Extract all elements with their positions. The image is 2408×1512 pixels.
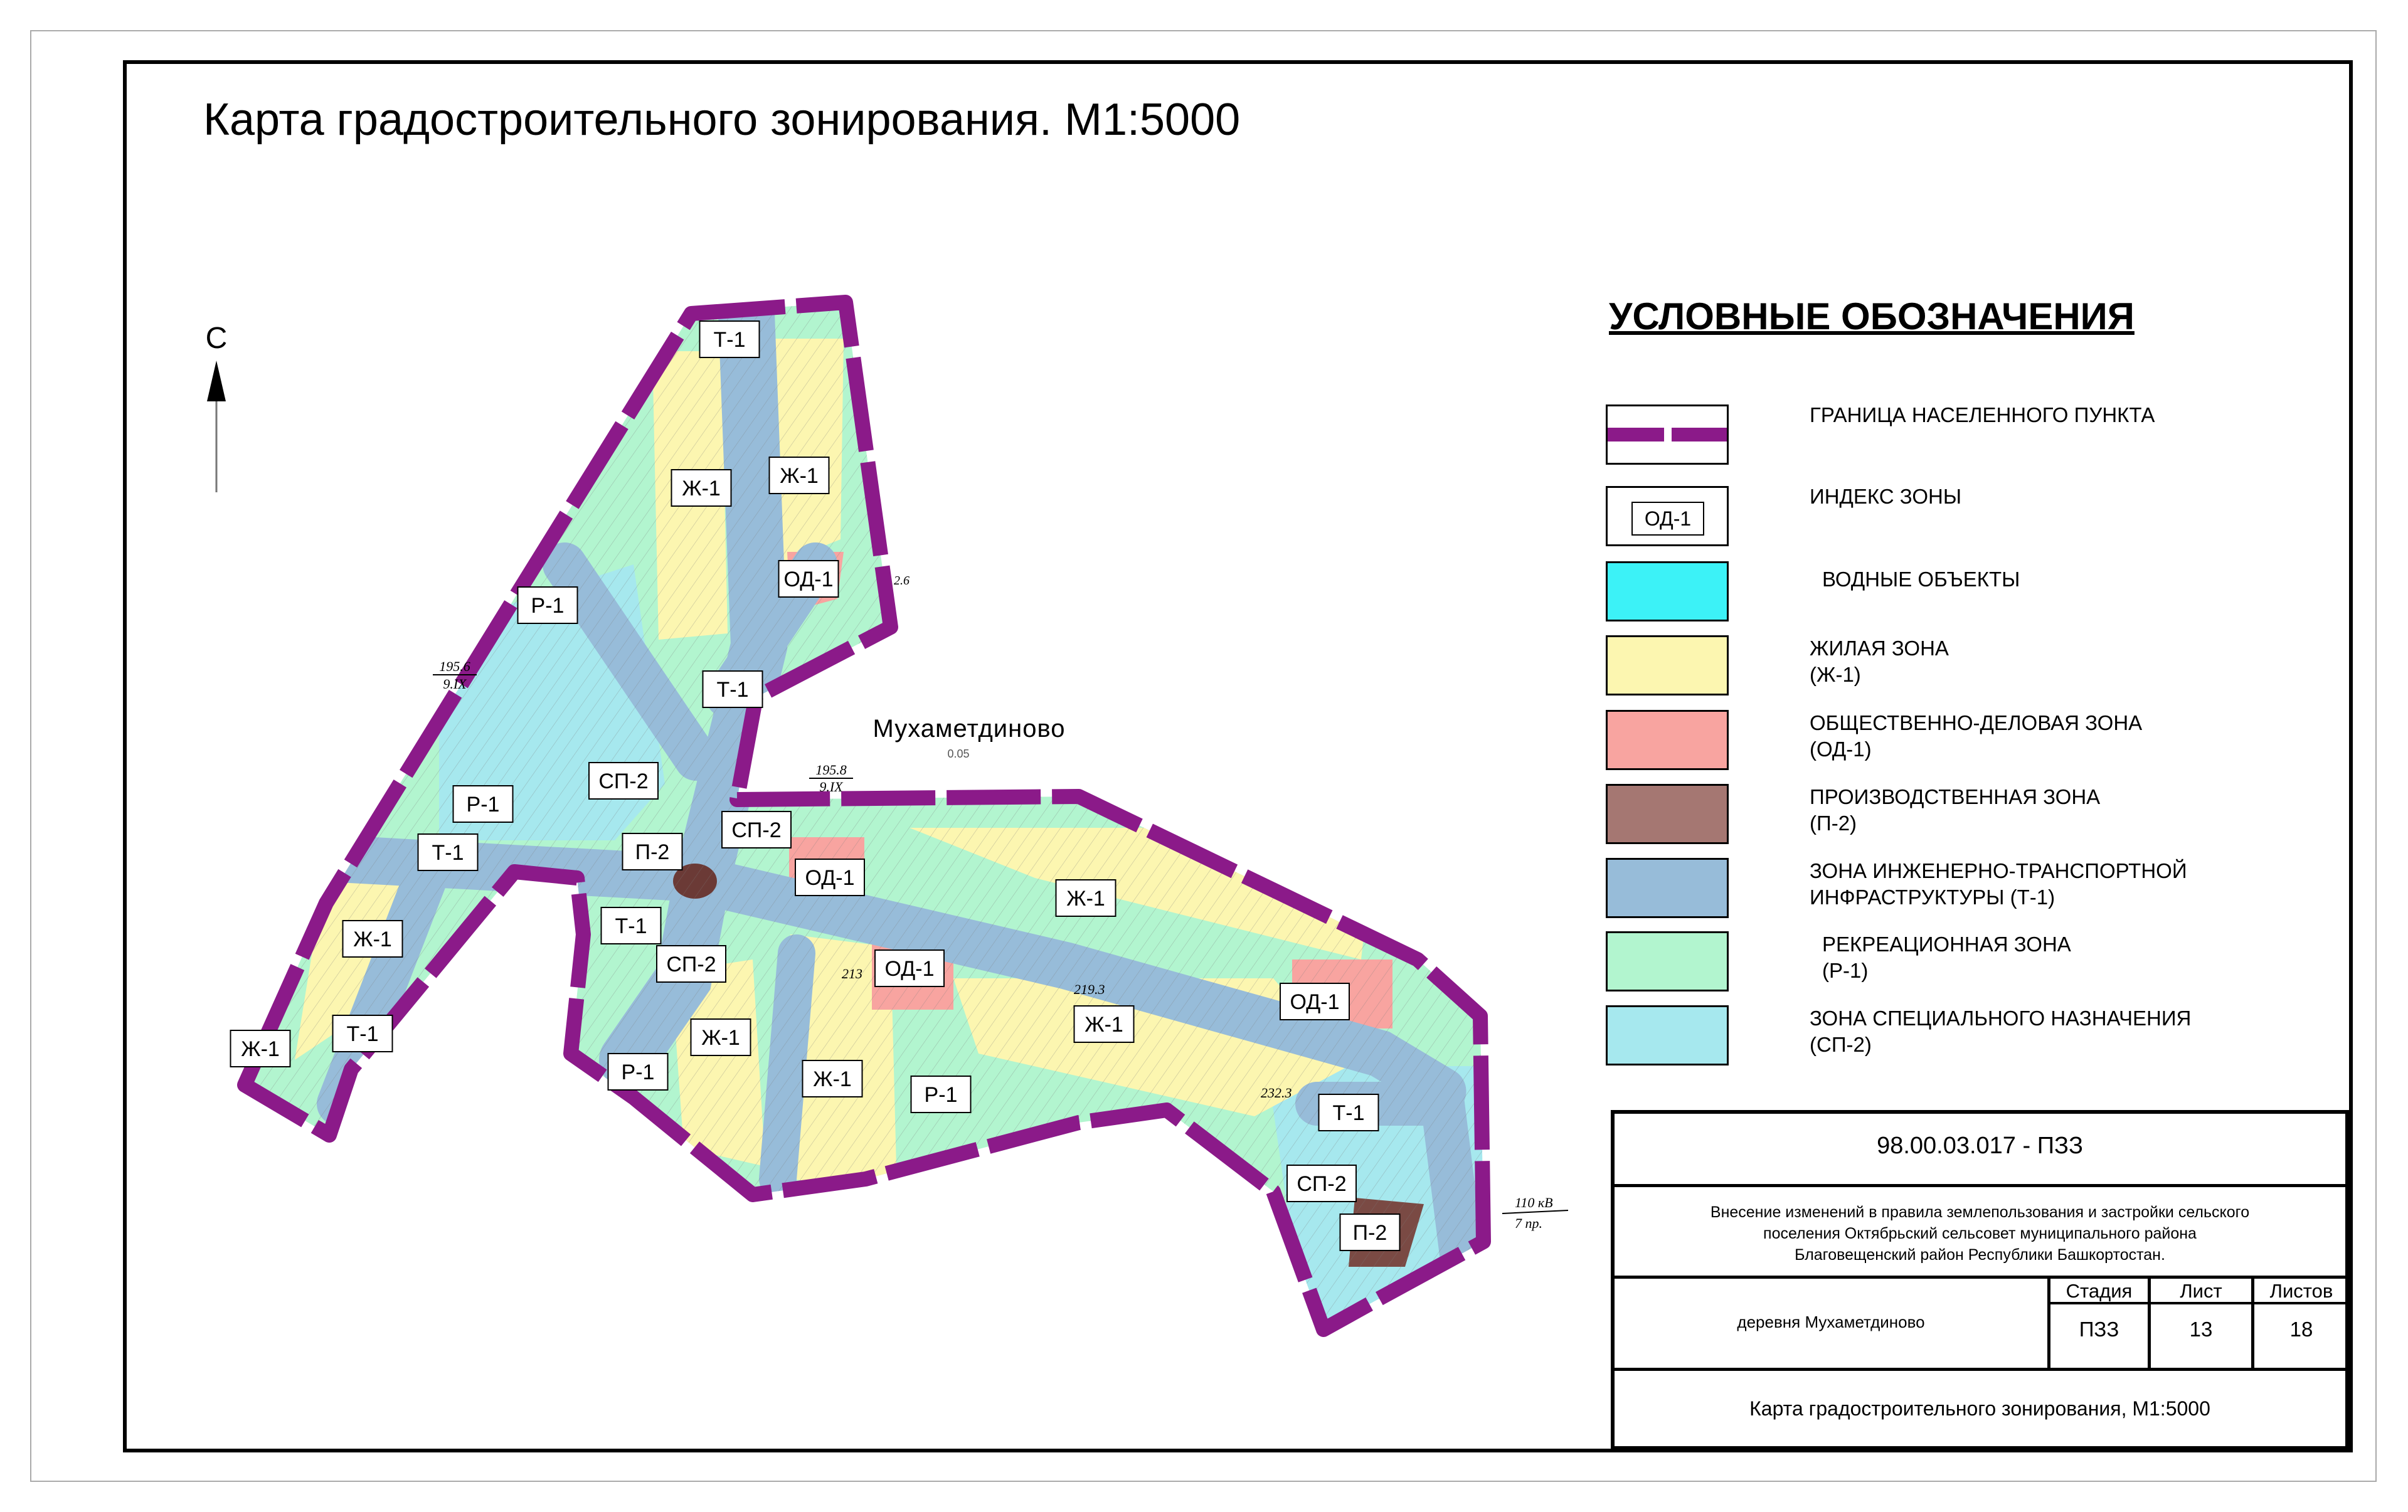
settlement-name: Мухаметдиново <box>873 715 1066 743</box>
zone-index-label <box>1056 880 1116 916</box>
sheet-header: Лист <box>2180 1280 2222 1302</box>
legend-label <box>1810 784 2100 837</box>
zone-index-text: Ж-1 <box>701 1026 740 1050</box>
zone-index-text: ОД-1 <box>884 957 935 981</box>
zone-index-label <box>231 1030 290 1067</box>
zone-index-label <box>875 950 944 986</box>
sheets-value: 18 <box>2289 1318 2313 1341</box>
elevation-value-3: 213 <box>842 966 862 981</box>
zone-index-label <box>722 812 791 848</box>
zone-index-label <box>418 834 478 870</box>
north-label: С <box>205 322 228 355</box>
zone-index-label <box>1287 1165 1356 1202</box>
zone-index-label <box>333 1015 393 1052</box>
legend-item <box>1606 710 2296 779</box>
zone-index-label <box>795 859 864 896</box>
zone-index-label <box>1280 983 1349 1020</box>
legend-label <box>1810 635 1949 688</box>
zone-index-label <box>657 946 726 982</box>
legend-item <box>1606 404 2296 473</box>
legend-label-text: ИНДЕКС ЗОНЫ <box>1810 485 1962 508</box>
elevation-mark-left: 195.6 <box>439 658 470 674</box>
zone-index-label <box>703 671 763 707</box>
zone-index-label <box>700 321 760 357</box>
description-line-3: Благовещенский район Республики Башкортостан. <box>1795 1246 2165 1264</box>
legend-label <box>1810 858 2187 911</box>
zone-index-label <box>589 763 658 799</box>
zone-index-text: П-2 <box>1352 1221 1387 1245</box>
zone-index-text: ОД-1 <box>783 568 834 591</box>
zone-index-label <box>1340 1214 1400 1250</box>
legend-label <box>1810 710 2142 763</box>
legend-label-text: ЗОНА ИНЖЕНЕРНО-ТРАНСПОРТНОЙ <box>1810 859 2187 882</box>
legend-label <box>1822 566 2020 593</box>
place-name: деревня Мухаметдиново <box>1737 1313 1925 1331</box>
legend-title: УСЛОВНЫЕ ОБОЗНАЧЕНИЯ <box>1609 295 2135 337</box>
zone-index-label <box>518 587 578 623</box>
power-line-wires: 7 пр. <box>1515 1215 1542 1231</box>
legend-zone-code: (Ж-1) <box>1810 663 1861 686</box>
legend-swatch <box>1606 784 1729 844</box>
zone-index-text: СП-2 <box>598 769 649 793</box>
zone-index-text: Ж-1 <box>1066 887 1105 911</box>
zone-index-text: Р-1 <box>466 793 500 817</box>
zone-index-label <box>602 907 661 944</box>
legend-label-text: ЗОНА СПЕЦИАЛЬНОГО НАЗНАЧЕНИЯ <box>1810 1007 2192 1030</box>
drawing-title: Карта градостроительного зонирования, М1:5000 <box>1749 1397 2210 1420</box>
zone-index-text: Р-1 <box>621 1060 655 1084</box>
elevation-date-left: 9.IX <box>443 676 467 692</box>
zone-index-text: Т-1 <box>346 1022 379 1046</box>
zone-index-label <box>672 470 731 506</box>
zone-index-text: Т-1 <box>432 841 464 865</box>
zone-index-text: Т-1 <box>713 328 746 352</box>
document-code: 98.00.03.017 - ПЗЗ <box>1877 1133 2083 1159</box>
zone-index-text: СП-2 <box>1297 1172 1347 1196</box>
zone-index-text: Ж-1 <box>780 464 819 488</box>
zone-index-text: П-2 <box>635 840 670 864</box>
stage-header: Стадия <box>2066 1280 2133 1302</box>
title-block <box>1611 1110 2349 1450</box>
stage-value: ПЗЗ <box>2079 1318 2119 1341</box>
legend-swatch <box>1606 1005 1729 1065</box>
index-sample: ОД-1 <box>1631 502 1704 536</box>
legend-swatch <box>1606 931 1729 991</box>
zone-index-text: Ж-1 <box>353 928 392 951</box>
legend-label-text: ЖИЛАЯ ЗОНА <box>1810 637 1949 660</box>
legend-swatch <box>1606 404 1729 465</box>
legend-label <box>1810 484 1961 510</box>
project-description <box>1615 1202 2345 1266</box>
zone-index-text: Ж-1 <box>1085 1013 1123 1037</box>
power-line-voltage: 110 кВ <box>1515 1195 1553 1210</box>
boundary-line-icon <box>1608 406 1727 463</box>
zone-index-text: Т-1 <box>1332 1101 1365 1125</box>
zone-index-text: Р-1 <box>924 1083 958 1107</box>
legend-label-text-2: ИНФРАСТРУКТУРЫ (Т-1) <box>1810 886 2055 909</box>
settlement-sub: 0.05 <box>947 748 970 760</box>
description-line-2: поселения Октябрьский сельсовет муниципального района <box>1763 1225 2197 1242</box>
zone-index-label <box>691 1019 751 1055</box>
zone-index-text: ОД-1 <box>1290 990 1340 1014</box>
sheet-value: 13 <box>2189 1318 2213 1341</box>
legend-zone-code: (Р-1) <box>1822 959 1869 982</box>
legend-label-text: РЕКРЕАЦИОННАЯ ЗОНА <box>1822 933 2071 956</box>
legend-label-text: ГРАНИЦА НАСЕЛЕННОГО ПУНКТА <box>1810 403 2155 426</box>
zone-index-label <box>343 921 403 957</box>
legend-label <box>1810 1005 2191 1058</box>
legend-item <box>1606 858 2296 927</box>
legend-label-text: ПРОИЗВОДСТВЕННАЯ ЗОНА <box>1810 785 2101 808</box>
legend-item <box>1606 931 2296 1000</box>
north-arrow <box>206 322 228 492</box>
north-arrow-head <box>207 361 226 401</box>
zone-index-label <box>1074 1006 1134 1042</box>
zone-index-label <box>453 786 513 822</box>
zone-index-text: Ж-1 <box>813 1067 852 1091</box>
zone-index-text: СП-2 <box>731 818 782 842</box>
legend-zone-code: (П-2) <box>1810 812 1857 835</box>
elevation-value-1: 219.3 <box>1074 981 1105 997</box>
zone-index-text: Ж-1 <box>241 1037 280 1061</box>
legend-zone-code: (СП-2) <box>1810 1033 1872 1056</box>
zone-index-label <box>911 1076 971 1113</box>
elevation-mark-center: 195.8 <box>815 762 847 778</box>
legend-label-text: ВОДНЫЕ ОБЪЕКТЫ <box>1822 568 2020 591</box>
zone-index-label <box>623 833 682 870</box>
legend-swatch <box>1606 635 1729 695</box>
zone-index-text: ОД-1 <box>805 866 855 890</box>
zone-index-text: СП-2 <box>666 953 716 976</box>
zone-index-label <box>770 457 829 494</box>
legend-swatch <box>1606 710 1729 770</box>
legend-label <box>1810 402 2155 428</box>
legend-item <box>1606 784 2296 853</box>
zone-index-text: Ж-1 <box>682 477 721 500</box>
legend-item <box>1606 561 2296 630</box>
legend-label <box>1822 931 2071 984</box>
legend-swatch <box>1606 561 1729 621</box>
legend-swatch <box>1606 858 1729 918</box>
zone-index-text: Т-1 <box>716 678 749 702</box>
elevation-value-2: 232.3 <box>1261 1085 1292 1101</box>
zone-index-label <box>608 1054 668 1090</box>
zone-index-text: Р-1 <box>531 594 565 618</box>
legend-zone-code: (ОД-1) <box>1810 737 1872 761</box>
zone-index-label <box>803 1060 862 1097</box>
legend-swatch <box>1606 486 1729 546</box>
legend-item <box>1606 635 2296 704</box>
description-line-1: Внесение изменений в правила землепользования и застройки сельского <box>1710 1203 2250 1221</box>
zone-index-text: Т-1 <box>615 914 647 938</box>
legend-item <box>1606 486 2296 555</box>
page-title: Карта градостроительного зонирования. М1:5000 <box>203 95 1241 145</box>
sheets-header: Листов <box>2269 1280 2333 1302</box>
zone-index-label <box>1319 1094 1379 1131</box>
legend-item <box>1606 1005 2296 1074</box>
elevation-date-center: 9.IX <box>819 779 843 795</box>
elevation-value-4: 2.6 <box>894 574 910 588</box>
zone-index-label <box>779 561 839 597</box>
legend-label-text: ОБЩЕСТВЕННО-ДЕЛОВАЯ ЗОНА <box>1810 711 2143 734</box>
